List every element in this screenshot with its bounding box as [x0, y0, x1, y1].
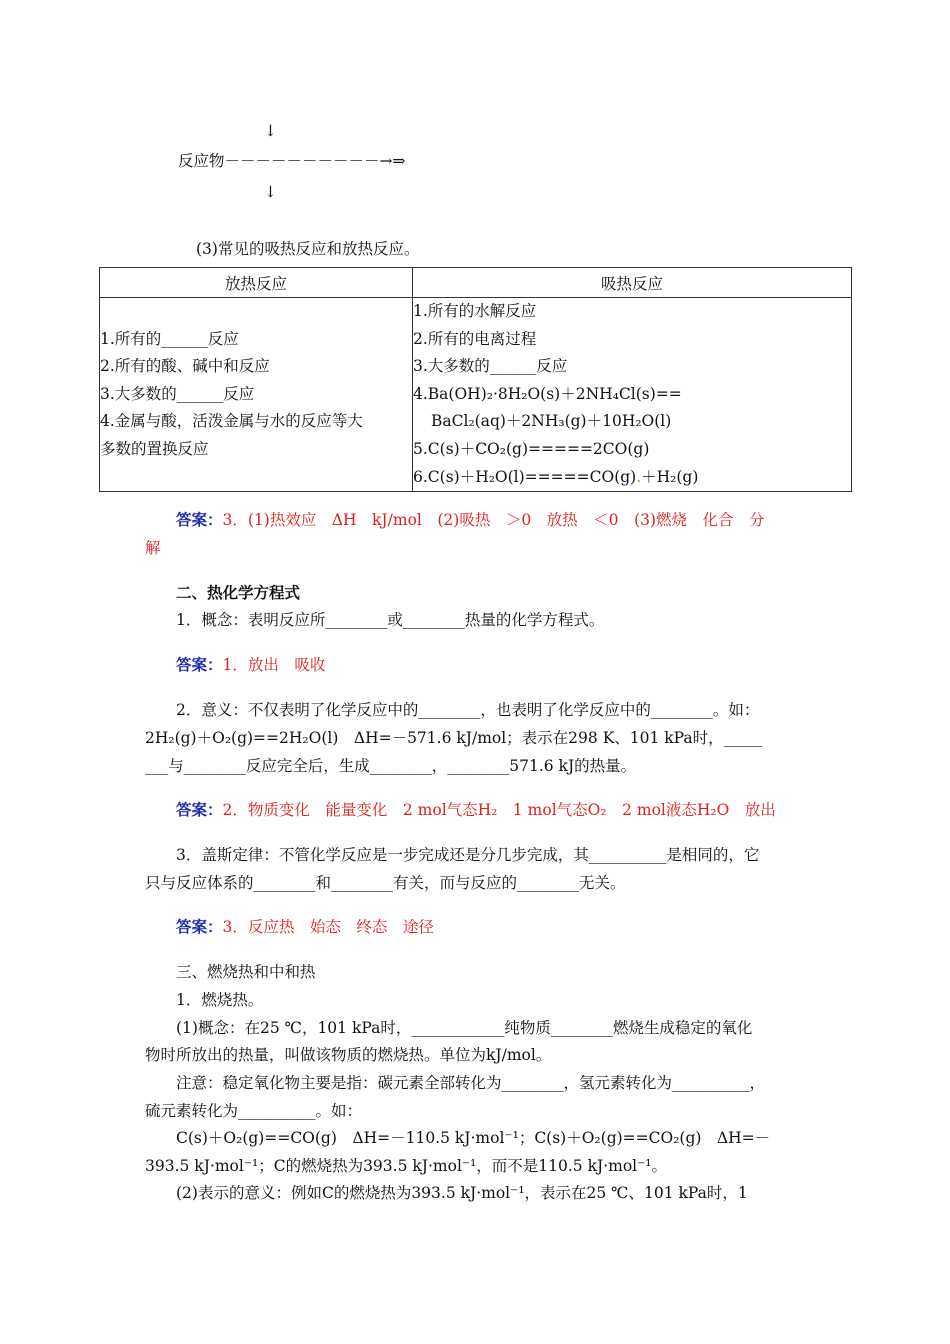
- section-3-title: 三、燃烧热和中和热: [176, 963, 316, 981]
- list-item: 1.所有的水解反应: [413, 302, 537, 320]
- s3-concept-line1: (1)概念：在25 ℃，101 kPa时，____________纯物质________燃烧生成稳定的氧化: [176, 1019, 753, 1037]
- dashed-arrow: －－－－－－－－－－→: [224, 152, 393, 170]
- reactant-arrow-line: [178, 152, 406, 171]
- s3-equation-line1: C(s)＋O₂(g)==CO(g) ΔH=－110.5 kJ·mol⁻¹；C(s)＋O₂(g)==CO₂(g) ΔH=－: [176, 1129, 771, 1147]
- q3-heading: (3)常见的吸热反应和放热反应。: [196, 240, 420, 258]
- s2-meaning-line1: 2．意义：不仅表明了化学反应中的________，也表明了化学反应中的________。如：: [176, 701, 760, 719]
- list-item: 3.大多数的______反应: [413, 357, 568, 376]
- list-item: 4.Ba(OH)₂·8H₂O(s)＋2NH₄Cl(s)==: [413, 384, 682, 403]
- list-item: 2.所有的酸、碱中和反应: [100, 357, 270, 376]
- reactant-label: 反应物: [178, 152, 225, 170]
- list-item: [413, 464, 851, 492]
- s2-answer-3: [176, 918, 434, 937]
- s2-hess-line1: 3．盖斯定律：不管化学反应是一步完成还是分几步完成，其__________是相同的，它: [176, 846, 760, 864]
- answer-text: 3．(1)热效应 ΔH kJ/mol (2)吸热 ＞0 放热 ＜0 (3)燃烧 化合 分: [222, 511, 765, 529]
- answer-label: 答案：: [176, 510, 223, 529]
- answer-text: 3．反应热 始态 终态 途径: [222, 918, 434, 936]
- list-item-part: ＋H₂(g): [641, 467, 699, 486]
- list-item: BaCl₂(aq)＋2NH₃(g)＋10H₂O(l): [431, 412, 672, 431]
- s2-meaning-line2: 2H₂(g)＋O₂(g)==2H₂O(l) ΔH=－571.6 kJ/mol；表示在298 K、101 kPa时，_____: [145, 729, 763, 747]
- answer-text: 1．放出 吸收: [222, 656, 326, 674]
- s3-meaning-line1: (2)表示的意义：例如C的燃烧热为393.5 kJ·mol⁻¹，表示在25 ℃、101 kPa时，1: [176, 1184, 748, 1202]
- header-endothermic: 吸热反应: [413, 268, 852, 298]
- s2-concept: 1．概念：表明反应所________或________热量的化学方程式。: [176, 611, 605, 629]
- s2-hess-line2: 只与反应体系的________和________有关，而与反应的________无关。: [145, 874, 626, 892]
- s3-equation-line2: 393.5 kJ·mol⁻¹；C的燃烧热为393.5 kJ·mol⁻¹，而不是110.5 kJ·mol⁻¹。: [145, 1157, 668, 1175]
- dot-mark: .: [636, 467, 642, 486]
- s3-note-line1: 注意：稳定氧化物主要是指：碳元素全部转化为________，氢元素转化为__________，: [176, 1074, 766, 1092]
- list-item: 5.C(s)＋CO₂(g)=====2CO(g): [413, 439, 650, 458]
- header-exothermic: 放热反应: [100, 268, 413, 298]
- answer-label: 答案：: [176, 655, 223, 674]
- answer-1: [176, 511, 765, 530]
- list-item: 1.所有的______反应: [100, 329, 239, 348]
- double-arrow-icon: ⇒: [392, 152, 406, 170]
- section-2-title: 二、热化学方程式: [176, 583, 301, 602]
- list-item: 多数的置换反应: [100, 439, 209, 458]
- endothermic-list: [413, 298, 852, 492]
- list-item-part: 6.C(s)＋H₂O(l)=====CO(g): [413, 467, 637, 486]
- list-item: 3.大多数的______反应: [100, 384, 255, 403]
- s3-concept-line2: 物时所放出的热量，叫做该物质的燃烧热。单位为kJ/mol。: [145, 1046, 552, 1064]
- answer-1-continued: 解: [145, 539, 161, 557]
- s3-note-line2: 硫元素转化为__________。如：: [145, 1102, 363, 1120]
- reaction-table: [99, 267, 852, 492]
- list-item: 2.所有的电离过程: [413, 329, 537, 348]
- s3-heading-1: 1．燃烧热。: [176, 991, 264, 1009]
- s2-answer-1: [176, 656, 325, 675]
- answer-text: 2．物质变化 能量变化 2 mol气态H₂ 1 mol气态O₂ 2 mol液态H₂O 放出: [222, 801, 776, 819]
- down-arrow-top: ↓: [264, 122, 277, 140]
- exothermic-list: [100, 298, 413, 492]
- answer-label: 答案：: [176, 917, 223, 936]
- s2-answer-2: [176, 801, 776, 820]
- answer-label: 答案：: [176, 800, 223, 819]
- s2-meaning-line3: ___与________反应完全后，生成________，________571.6 kJ的热量。: [145, 757, 637, 775]
- down-arrow-bottom: ↓: [264, 183, 277, 201]
- list-item: 4.金属与酸，活泼金属与水的反应等大: [100, 412, 363, 431]
